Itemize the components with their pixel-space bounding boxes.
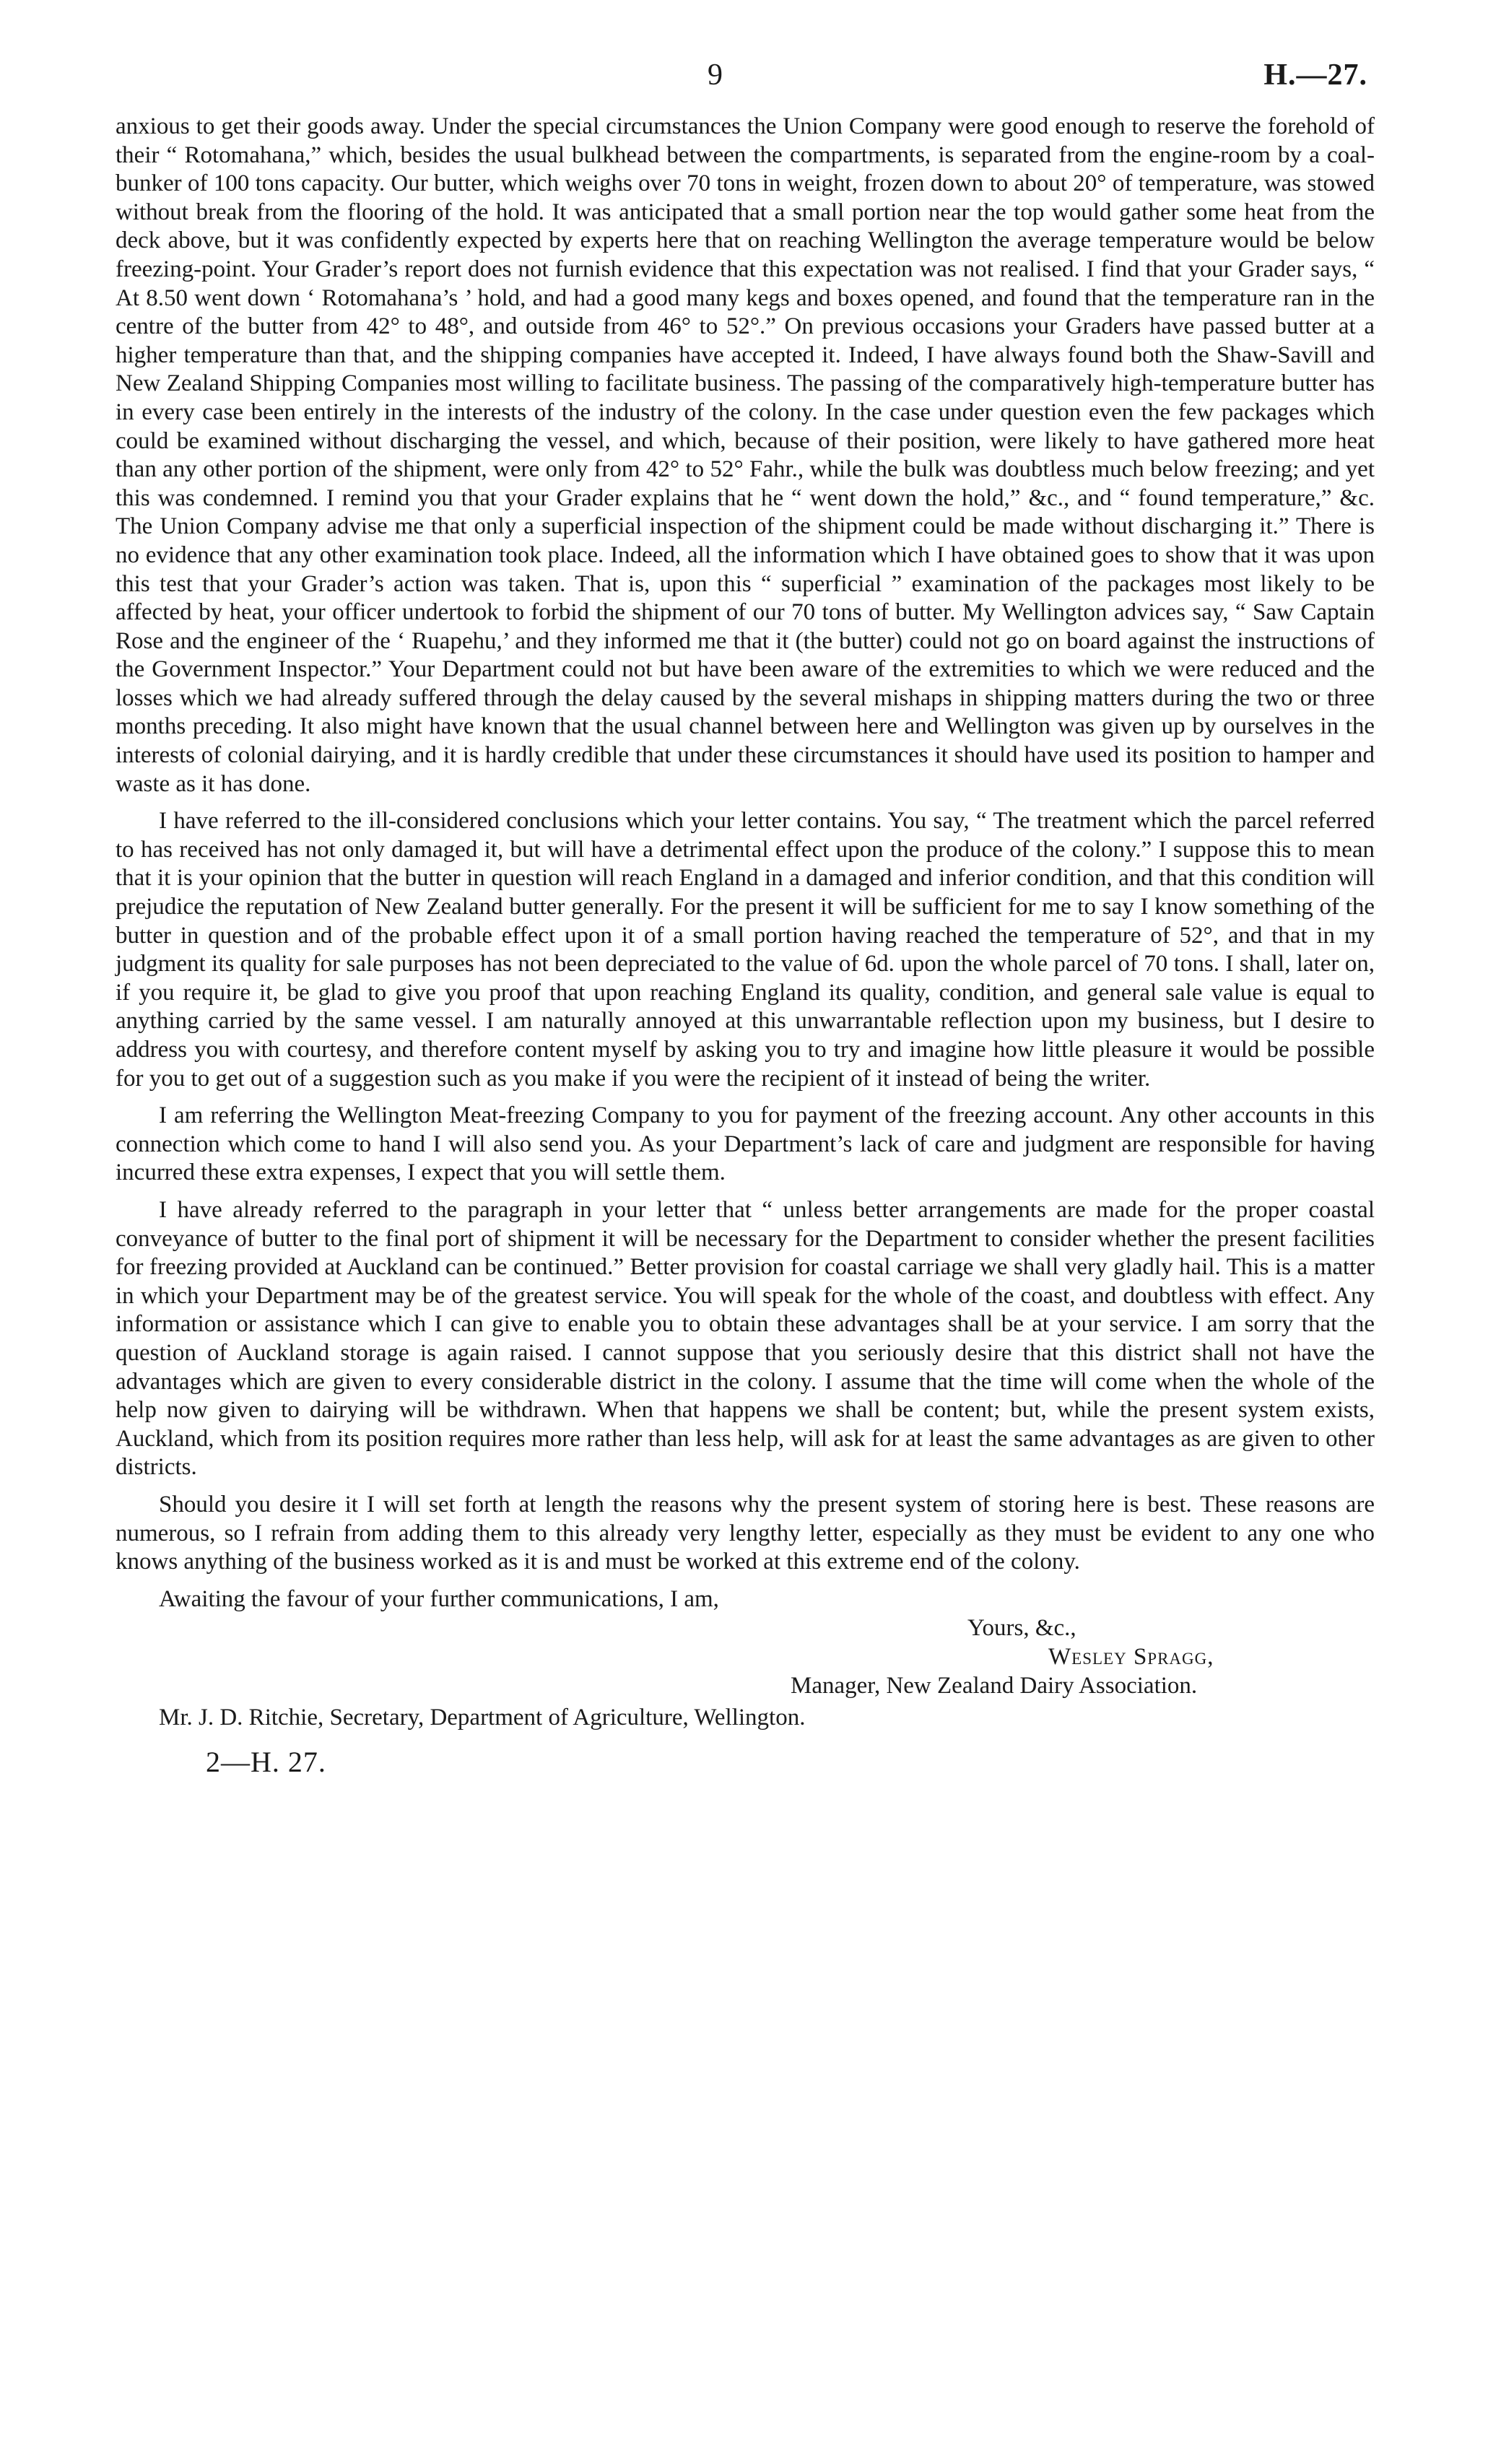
document-page: [116, 52, 1375, 1779]
footer-reference: 2—H. 27.: [206, 1746, 326, 1779]
closing-salutation: Yours, &c.,: [967, 1615, 1076, 1642]
closing-section: [116, 1585, 1375, 1701]
signature-block: [791, 1614, 1375, 1700]
document-reference: H.—27.: [1263, 58, 1367, 92]
closing-line: Awaiting the favour of your further communications, I am,: [159, 1585, 719, 1612]
paragraph-2: I have referred to the ill-considered conclusions which your letter contains. You say, “ The treatment which the parcel referred to has received has not only damaged it, but will have a detrimental effect upon the produce of the colony.” I suppose this to mean that it is your opinion that the butter in question will reach England in a damaged and inferior condition, and that this condition will prejudice the reputation of New Zealand butter generally. For the present it will be sufficient for me to say I know something of the butter in question and of the probable effect upon it of a small portion having reached the temperature of 52°, and that in my judgment its quality for sale purposes has not been depreciated to the value of 6d. upon the whole parcel of 70 tons. I shall, later on, if you require it, be glad to give you proof that upon reaching England its quality, condition, and general sale value is equal to anything carried by the same vessel. I am naturally annoyed at this unwarrantable reflection upon my business, but I desire to address you with courtesy, and therefore content myself by asking you to try and imagine how little pleasure it would be possible for you to get out of a suggestion such as you make if you were the recipient of it instead of being the writer.: [116, 808, 1375, 1092]
signatory-title: Manager, New Zealand Dairy Association.: [791, 1673, 1198, 1699]
addressee: Mr. J. D. Ritchie, Secretary, Department of Agriculture, Wellington.: [159, 1705, 806, 1731]
letter-body: [116, 113, 1375, 1577]
paragraph-5: Should you desire it I will set forth at length the reasons why the present system of storing here is best. These reasons are numerous, so I refrain from adding them to this already very lengthy letter, especially as they must be evident to any one who knows anything of the business worked as it is and must be worked at this extreme end of the colony.: [116, 1491, 1375, 1575]
paragraph-1: anxious to get their goods away. Under the special circumstances the Union Company were good enough to reserve the forehold of their “ Rotomahana,” which, besides the usual bulkhead between the compartments, is separated from the engine-room by a coal-bunker of 100 tons capacity. Our butter, which weighs over 70 tons in weight, frozen down to about 20° of temperature, was stowed without break from the flooring of the hold. It was anticipated that a small portion near the top would gather some heat from the deck above, but it was confidently expected by experts here that on reaching Wellington the average temperature would be below freezing-point. Your Grader’s report does not furnish evidence that this expectation was not realised. I find that your Grader says, “ At 8.50 went down ‘ Rotomahana’s ’ hold, and had a good many kegs and boxes opened, and found that the temperature ran in the centre of the butter from 42° to 48°, and outside from 46° to 52°.” On previous occasions your Graders have passed butter at a higher temperature than that, and the shipping companies have accepted it. Indeed, I have always found both the Shaw-Savill and New Zealand Shipping Companies most willing to facilitate business. The passing of the comparatively high-temperature butter has in every case been entirely in the interests of the industry of the colony. In the case under question even the few packages which could be examined without discharging the vessel, and which, because of their position, were likely to have gathered more heat than any other portion of the shipment, were only from 42° to 52° Fahr., while the bulk was doubtless much below freezing; and yet this was condemned. I remind you that your Grader explains that he “ went down the hold,” &c., and “ found temperature,” &c. The Union Company advise me that only a superficial inspection of the shipment could be made without discharging it.” There is no evidence that any other examination took place. Indeed, all the information which I have obtained goes to show that it was upon this test that your Grader’s action was taken. That is, upon this “ superficial ” examination of the packages most likely to be affected by heat, your officer undertook to forbid the shipment of our 70 tons of butter. My Wellington advices say, “ Saw Captain Rose and the engineer of the ‘ Ruapehu,’ and they informed me that it (the butter) could not go on board against the instructions of the Government Inspector.” Your Department could not but have been aware of the extremities to which we were reduced and the losses which we had already suffered through the delay caused by the several mishaps in shipping matters during the two or three months preceding. It also might have known that the usual channel between here and Wellington was given up by ourselves in the interests of colonial dairying, and it is hardly credible that under these circumstances it should have used its position to hamper and waste as it has done.: [116, 113, 1375, 797]
page-header: [116, 52, 1375, 110]
paragraph-4: I have already referred to the paragraph in your letter that “ unless better arrangements are made for the proper coastal conveyance of butter to the final port of shipment it will be necessary for the Department to consider whether the present facilities for freezing provided at Auckland can be continued.” Better provision for coastal carriage we shall very gladly hail. This is a matter in which your Department may be of the greatest service. You will speak for the whole of the coast, and doubtless with effect. Any information or assistance which I can give to enable you to obtain these advantages shall be at your service. I am sorry that the question of Auckland storage is again raised. I cannot suppose that you seriously desire that this district shall not have the advantages which are given to every considerable district in the colony. I assume that the time will come when the whole of the help now given to dairying will be withdrawn. When that happens we shall be content; but, while the present system exists, Auckland, which from its position requires more rather than less help, will ask for at least the same advantages as are given to other districts.: [116, 1196, 1375, 1481]
paragraph-3: I am referring the Wellington Meat-freezing Company to you for payment of the freezing account. Any other accounts in this connection which come to hand I will also send you. As your Department’s lack of care and judgment are responsible for having incurred these extra expenses, I expect that you will settle them.: [116, 1102, 1375, 1186]
page-number: 9: [708, 58, 723, 92]
signatory-name: Wesley Spragg,: [1048, 1644, 1214, 1671]
